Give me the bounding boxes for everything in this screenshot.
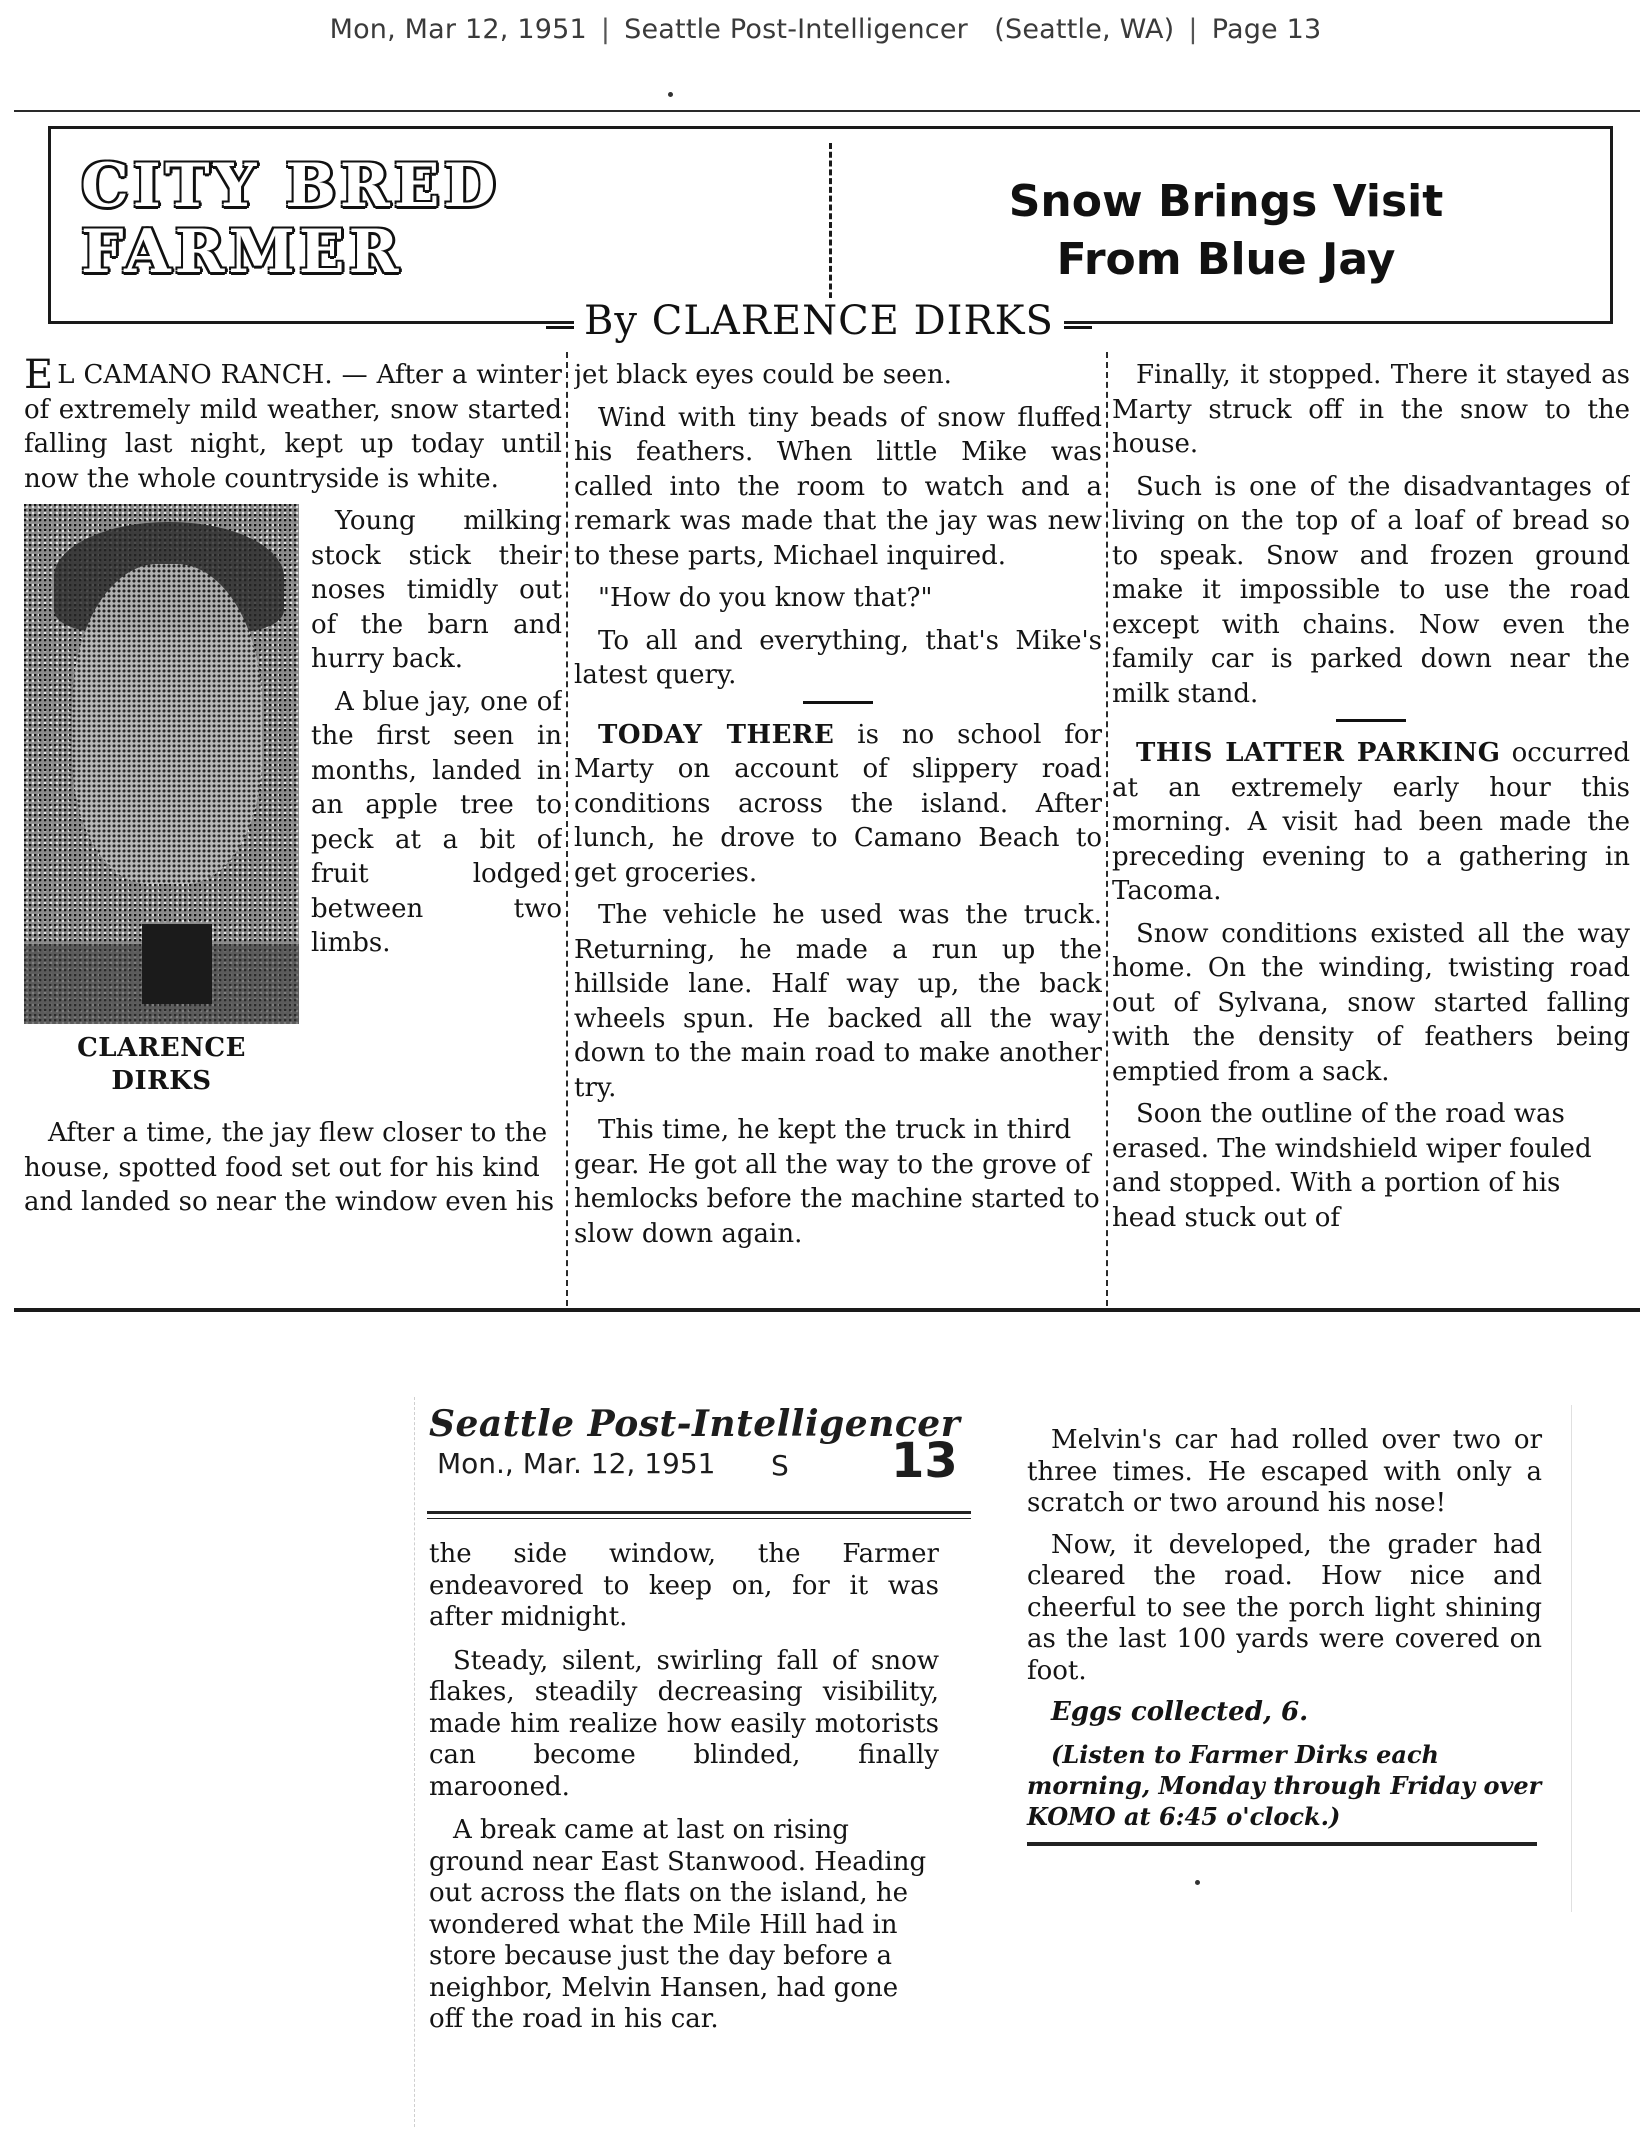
caption-line-1: CLARENCE xyxy=(77,1033,246,1063)
continuation-clipping-end xyxy=(1015,1405,1572,1912)
paragraph: After a time, the jay flew closer to the house, spotted food set out for his kind and landed so near the window even his xyxy=(24,1118,555,1217)
headline xyxy=(841,173,1611,289)
lede-paragraph xyxy=(24,358,562,496)
caption-line-2: DIRKS xyxy=(111,1066,212,1096)
headline-line-2: From Blue Jay xyxy=(1056,234,1396,285)
clipping-bottom-rule xyxy=(14,1308,1640,1312)
article-column-2 xyxy=(574,358,1102,1304)
paragraph: A blue jay, one of the first seen in months, landed in an apple tree to peck at a bit of fruit lodged between two limbs. xyxy=(311,686,562,958)
column-header-box xyxy=(48,126,1613,324)
dateline-date: Mon., Mar. 12, 1951 xyxy=(437,1447,716,1480)
section-lead-in: TODAY THERE xyxy=(598,719,835,750)
author-portrait-image xyxy=(24,504,299,1024)
logo-line-1: CITY BRED xyxy=(81,151,500,221)
eggs-tally: Eggs collected, 6. xyxy=(1051,1697,1309,1727)
source-place: (Seattle, WA) xyxy=(994,14,1175,45)
paragraph: Young milking stock stick their noses timidly out of the barn and hurry back. xyxy=(311,506,562,674)
byline: By CLARENCE DIRKS xyxy=(574,298,1064,344)
photo-caption xyxy=(24,1032,299,1098)
source-paper: Seattle Post-Intelligencer xyxy=(624,14,968,45)
paragraph: This time, he kept the truck in third gear. He got all the way to the grove of hemlocks before the machine started to slow down again. xyxy=(574,1115,1100,1249)
dateline xyxy=(437,1433,975,1497)
paragraph: Wind with tiny beads of snow fluffed his feathers. When little Mike was called into the room to watch and a remark was made that the jay was new to these parts, Michael inquired. xyxy=(574,402,1102,571)
source-bar: Mon, Mar 12, 1951 | Seattle Post-Intelligencer (Seattle, WA) | Page 13 xyxy=(329,14,1322,45)
continuation-clipping xyxy=(414,1397,975,2127)
logo-line-2: FARMER xyxy=(81,217,403,287)
speck xyxy=(668,92,673,97)
paragraph: The vehicle he used was the truck. Returning, he made a run up the hillside lane. Half way up, the back wheels spun. He backed all the way down to the main road to make another try. xyxy=(574,900,1102,1103)
masthead: Seattle Post-Intelligencer xyxy=(429,1403,961,1445)
continuation-text-end xyxy=(1027,1425,1542,1846)
paragraph: Steady, silent, swirling fall of snow flakes, steadily decreasing visibility, made him realize how easily motorists can become blinded, finally marooned. xyxy=(429,1645,939,1802)
section-rule xyxy=(803,701,873,704)
article-column-1 xyxy=(24,358,562,1304)
drop-initial: E xyxy=(24,358,54,398)
edition-mark: S xyxy=(771,1449,789,1482)
paragraph: THIS LATTER PARKING occurred at an extremely early hour this morning. A visit had been made the preceding evening to a gathering in Tacoma. xyxy=(1112,738,1630,906)
source-page: Page 13 xyxy=(1211,14,1322,45)
speck xyxy=(1195,1880,1200,1885)
radio-note: (Listen to Farmer Dirks each morning, Monday through Friday over KOMO at 6:45 o'clock.) xyxy=(1027,1739,1542,1831)
column-rule xyxy=(566,352,568,1306)
continuation-text xyxy=(429,1539,939,2036)
column-rule xyxy=(1106,352,1108,1306)
page-number: 13 xyxy=(891,1433,958,1489)
paragraph: Soon the outline of the road was erased. The windshield wiper fouled and stopped. With a portion of his head stuck out of xyxy=(1112,1099,1592,1233)
headline-line-1: Snow Brings Visit xyxy=(1008,176,1444,227)
column-clipping xyxy=(14,110,1640,1312)
paragraph: Snow conditions existed all the way home. On the winding, twisting road out of Sylvana, snow started falling with the density of feathers being emptied from a sack. xyxy=(1112,918,1630,1087)
paragraph: Now, it developed, the grader had cleared the road. How nice and cheerful to see the porch light shining as the last 100 yards were covered on foot. xyxy=(1027,1529,1542,1686)
article-column-3 xyxy=(1112,358,1630,1304)
paragraph: A break came at last on rising ground near East Stanwood. Heading out across the flats on the island, he wondered what the Mile Hill had in store because just the day before a neighbor, Melvin Hansen, had gone off the road in his car. xyxy=(429,1815,927,2034)
column-logo xyxy=(81,153,601,285)
paragraph: "How do you know that?" xyxy=(598,583,933,613)
author-photo xyxy=(24,504,299,1110)
paragraph: Melvin's car had rolled over two or three times. He escaped with only a scratch or two around his nose! xyxy=(1027,1425,1542,1518)
paragraph: TODAY THERE is no school for Marty on account of slippery road conditions across the island. After lunch, he drove to Camano Beach to get groceries. xyxy=(574,719,1102,888)
paragraph: To all and everything, that's Mike's latest query. xyxy=(574,625,1102,690)
section-rule xyxy=(1336,719,1406,722)
paragraph: Finally, it stopped. There it stayed as Marty struck off in the snow to the house. xyxy=(1112,360,1630,459)
paragraph: the side window, the Farmer endeavored to keep on, for it was after midnight. xyxy=(429,1539,939,1632)
lede-text: L CAMANO RANCH. — After a winter of extremely mild weather, snow started falling last night, kept up today until now the whole countryside is white. xyxy=(24,360,562,494)
end-rule xyxy=(1027,1842,1537,1846)
header-divider xyxy=(829,143,832,307)
paragraph: jet black eyes could be seen. xyxy=(574,360,952,390)
paragraph: Such is one of the disadvantages of living on the top of a loaf of bread so to speak. Snow and frozen ground make it impossible to use the road except with chains. Now even the family car is parked down near the milk stand. xyxy=(1112,471,1630,709)
masthead-rule xyxy=(427,1511,971,1519)
section-lead-in: THIS LATTER PARKING xyxy=(1136,738,1501,768)
source-date: Mon, Mar 12, 1951 xyxy=(329,14,587,45)
